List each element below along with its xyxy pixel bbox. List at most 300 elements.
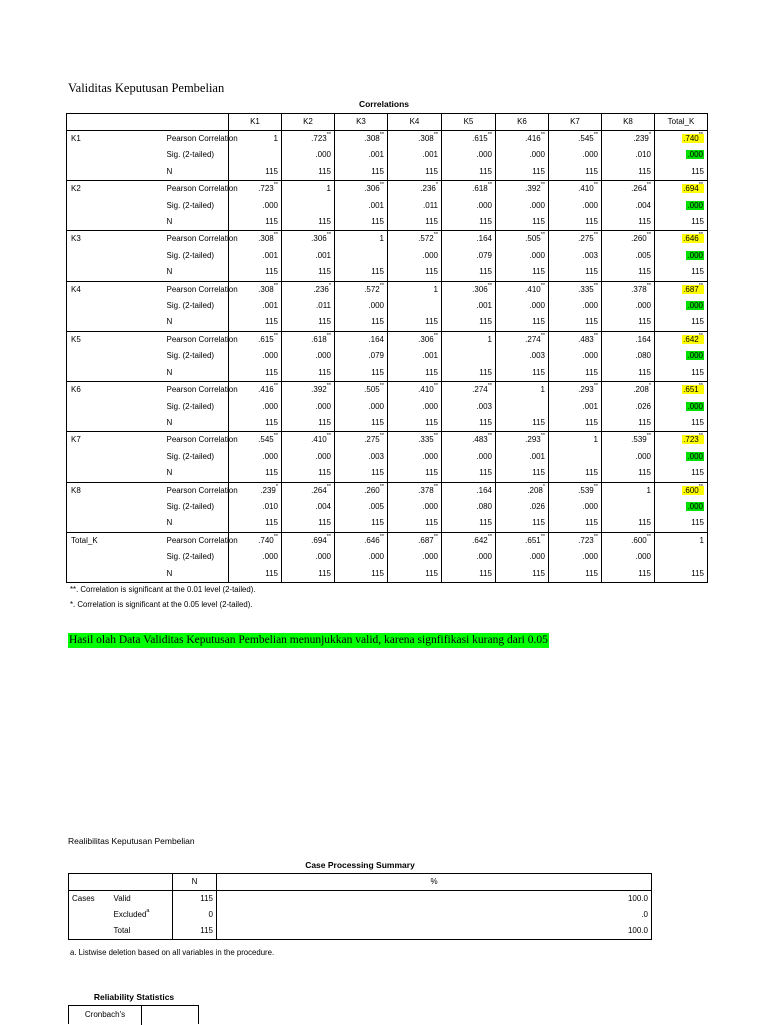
value: .208* xyxy=(633,383,651,395)
reliability-heading: Realibilitas Keputusan Pembelian xyxy=(68,836,195,846)
value: .000 xyxy=(368,401,384,411)
corner-cell xyxy=(69,874,173,891)
correlation-cell xyxy=(282,231,335,248)
variable-label: K4 xyxy=(67,281,115,298)
correlation-cell xyxy=(549,382,602,399)
statistic-label: N xyxy=(115,365,229,382)
correlation-cell xyxy=(602,314,655,331)
n-cell: 0 xyxy=(173,907,217,923)
value: .080 xyxy=(635,351,651,361)
value: .687** xyxy=(418,533,438,545)
statistic-label: Pearson Correlation xyxy=(115,281,229,298)
significance-marker: ** xyxy=(487,533,492,540)
value: 115 xyxy=(371,166,384,176)
value: 115 xyxy=(318,317,331,327)
footnote-005: *. Correlation is significant at the 0.05 level (2-tailed). xyxy=(70,600,253,609)
correlation-cell xyxy=(335,465,388,482)
value: .005 xyxy=(635,250,651,260)
table-row xyxy=(67,198,708,214)
value: .000 xyxy=(262,200,278,210)
correlation-cell xyxy=(442,399,496,415)
significance-marker: ** xyxy=(698,433,703,440)
value: .260** xyxy=(364,483,384,495)
significance-marker: * xyxy=(542,483,545,490)
value: .410** xyxy=(311,433,331,445)
correlation-cell xyxy=(282,298,335,314)
value: .000 xyxy=(687,501,703,511)
correlation-cell xyxy=(549,532,602,549)
significance-marker: ** xyxy=(593,282,598,289)
value: .572** xyxy=(364,282,384,294)
value: .410** xyxy=(525,282,545,294)
correlation-cell xyxy=(602,399,655,415)
value: 1 xyxy=(699,535,704,545)
value: .651** xyxy=(683,383,703,395)
correlation-cell xyxy=(229,248,282,264)
value: 115 xyxy=(265,417,278,427)
correlation-cell xyxy=(549,348,602,364)
correlation-cell xyxy=(229,348,282,364)
correlation-cell xyxy=(442,549,496,565)
correlation-cell xyxy=(282,566,335,583)
value: .275** xyxy=(364,433,384,445)
correlation-cell xyxy=(388,432,442,449)
value: .005 xyxy=(368,501,384,511)
value: .000 xyxy=(262,552,278,562)
value: 115 xyxy=(265,317,278,327)
variable-label: K1 xyxy=(67,131,115,148)
value: 115 xyxy=(638,518,651,528)
correlation-cell xyxy=(549,499,602,515)
value: .000 xyxy=(422,451,438,461)
column-header-percent: % xyxy=(217,874,652,891)
correlation-cell xyxy=(335,532,388,549)
correlation-cell xyxy=(335,214,388,231)
correlation-cell xyxy=(655,147,708,163)
value: .723** xyxy=(683,433,703,445)
correlation-cell xyxy=(442,298,496,314)
significance-marker: ** xyxy=(433,383,438,390)
value: 115 xyxy=(638,468,651,478)
significance-marker: ** xyxy=(593,232,598,239)
significance-marker: * xyxy=(275,483,278,490)
significance-marker: ** xyxy=(646,282,651,289)
correlations-header-row xyxy=(67,114,708,131)
correlation-cell xyxy=(549,566,602,583)
value: 115 xyxy=(265,166,278,176)
value: .618** xyxy=(472,182,492,194)
case-processing-header-row xyxy=(69,874,652,891)
correlation-cell xyxy=(655,549,708,565)
value: .308** xyxy=(258,282,278,294)
value: .001 xyxy=(582,401,598,411)
value: .293** xyxy=(525,433,545,445)
value: .208* xyxy=(527,483,545,495)
statistic-label: N xyxy=(115,314,229,331)
correlation-cell xyxy=(335,549,388,565)
value: .275** xyxy=(578,232,598,244)
significance-marker: ** xyxy=(273,232,278,239)
significance-marker: ** xyxy=(379,433,384,440)
value: .000 xyxy=(476,552,492,562)
value: 1 xyxy=(540,385,545,395)
value: .000 xyxy=(315,351,331,361)
correlation-cell xyxy=(388,198,442,214)
value: .308** xyxy=(418,132,438,143)
value: 115 xyxy=(691,468,704,478)
correlation-cell xyxy=(388,281,442,298)
table-row xyxy=(67,298,708,314)
significance-marker: ** xyxy=(540,232,545,239)
correlation-cell xyxy=(655,164,708,181)
table-row xyxy=(67,515,708,532)
statistic-label: Pearson Correlation xyxy=(115,131,229,148)
value: .264** xyxy=(311,483,331,495)
significance-marker: * xyxy=(648,132,651,138)
significance-marker: ** xyxy=(646,182,651,189)
value: .000 xyxy=(262,401,278,411)
value: .600** xyxy=(683,483,703,495)
correlation-cell xyxy=(602,248,655,264)
correlation-cell xyxy=(496,566,549,583)
value: .000 xyxy=(476,451,492,461)
correlation-cell xyxy=(442,365,496,382)
significance-marker: ** xyxy=(379,483,384,490)
correlation-cell xyxy=(655,499,708,515)
correlation-cell xyxy=(549,515,602,532)
correlation-cell xyxy=(388,264,442,281)
value: .694** xyxy=(683,182,703,194)
significance-marker: ** xyxy=(646,433,651,440)
statistic-label: Sig. (2-tailed) xyxy=(115,449,229,465)
correlation-cell xyxy=(335,264,388,281)
statistic-label: Sig. (2-tailed) xyxy=(115,399,229,415)
correlation-cell xyxy=(655,399,708,415)
value: .000 xyxy=(529,301,545,311)
value: .410** xyxy=(418,383,438,395)
value: .335** xyxy=(418,433,438,445)
correlations-title: Correlations xyxy=(358,99,410,109)
value: .000 xyxy=(687,250,703,260)
value: .000 xyxy=(582,150,598,160)
statistic-label: Pearson Correlation xyxy=(115,181,229,198)
correlation-cell xyxy=(549,365,602,382)
value: .000 xyxy=(582,351,598,361)
value: .000 xyxy=(582,501,598,511)
correlation-cell xyxy=(602,131,655,148)
value: 115 xyxy=(479,367,492,377)
value: .000 xyxy=(582,200,598,210)
footnote-001: **. Correlation is significant at the 0.01 level (2-tailed). xyxy=(70,585,256,594)
value: .723** xyxy=(578,533,598,545)
correlation-cell xyxy=(549,482,602,499)
table-row xyxy=(69,923,652,940)
correlation-cell xyxy=(602,532,655,549)
value: 115 xyxy=(318,166,331,176)
value: .026 xyxy=(635,401,651,411)
correlation-cell xyxy=(655,482,708,499)
significance-marker: ** xyxy=(646,533,651,540)
value: 115 xyxy=(532,317,545,327)
value: 115 xyxy=(479,267,492,277)
value: .000 xyxy=(476,200,492,210)
correlation-cell xyxy=(602,499,655,515)
value: .000 xyxy=(315,150,331,160)
value: .239* xyxy=(633,132,651,143)
value: 115 xyxy=(691,518,704,528)
table-row xyxy=(67,164,708,181)
significance-marker: ** xyxy=(540,533,545,540)
statistic-label: N xyxy=(115,415,229,432)
value: 115 xyxy=(425,568,438,578)
significance-marker: ** xyxy=(326,332,331,339)
value: .164 xyxy=(635,334,651,344)
value: .079 xyxy=(476,250,492,260)
value: 115 xyxy=(585,568,598,578)
value: .505** xyxy=(364,383,384,395)
value: .000 xyxy=(529,552,545,562)
correlation-cell xyxy=(388,231,442,248)
correlation-cell xyxy=(282,532,335,549)
correlation-cell xyxy=(602,281,655,298)
reliability-statistics-title: Reliability Statistics xyxy=(93,992,175,1002)
correlation-cell xyxy=(655,515,708,532)
correlation-cell xyxy=(442,181,496,198)
significance-marker: ** xyxy=(326,383,331,390)
value: 115 xyxy=(638,217,651,227)
correlation-cell xyxy=(549,331,602,348)
correlation-cell xyxy=(442,331,496,348)
correlation-cell xyxy=(549,198,602,214)
correlation-cell xyxy=(496,281,549,298)
value: 115 xyxy=(691,267,704,277)
significance-marker: ** xyxy=(698,332,703,339)
correlation-cell xyxy=(442,499,496,515)
table-row xyxy=(69,907,652,923)
correlation-cell xyxy=(282,248,335,264)
value: 115 xyxy=(585,267,598,277)
correlation-cell xyxy=(496,264,549,281)
variable-label: K3 xyxy=(67,231,115,248)
value: .001 xyxy=(262,301,278,311)
value: .378** xyxy=(631,282,651,294)
statistic-label: Pearson Correlation xyxy=(115,482,229,499)
correlation-cell xyxy=(388,248,442,264)
value: .000 xyxy=(687,401,703,411)
statistic-label: Pearson Correlation xyxy=(115,432,229,449)
correlation-cell xyxy=(442,264,496,281)
correlation-cell xyxy=(655,382,708,399)
correlation-cell xyxy=(496,298,549,314)
correlation-cell xyxy=(602,164,655,181)
correlation-cell xyxy=(549,264,602,281)
correlation-cell xyxy=(496,147,549,163)
correlation-cell xyxy=(335,482,388,499)
case-processing-table xyxy=(68,873,652,940)
correlation-cell xyxy=(496,499,549,515)
table-row xyxy=(67,348,708,364)
significance-marker: ** xyxy=(593,533,598,540)
correlation-cell xyxy=(388,214,442,231)
value: .306** xyxy=(311,232,331,244)
value: .378** xyxy=(418,483,438,495)
significance-marker: ** xyxy=(433,332,438,339)
correlation-cell xyxy=(282,482,335,499)
value: .001 xyxy=(529,451,545,461)
value: .000 xyxy=(315,451,331,461)
value: .001 xyxy=(315,250,331,260)
value: .236* xyxy=(420,182,438,194)
value: .306** xyxy=(418,332,438,344)
value: 115 xyxy=(638,367,651,377)
correlation-cell xyxy=(496,314,549,331)
correlation-cell xyxy=(442,198,496,214)
correlation-cell xyxy=(549,164,602,181)
significance-marker: ** xyxy=(487,383,492,390)
correlation-cell xyxy=(282,131,335,148)
significance-marker: ** xyxy=(379,383,384,390)
case-processing-title: Case Processing Summary xyxy=(305,860,415,870)
value: 115 xyxy=(691,568,704,578)
statistic-label: Sig. (2-tailed) xyxy=(115,198,229,214)
value: 115 xyxy=(425,166,438,176)
statistic-label: N xyxy=(115,264,229,281)
correlation-cell xyxy=(282,147,335,163)
value: 115 xyxy=(318,217,331,227)
correlation-cell xyxy=(335,365,388,382)
statistic-label: Pearson Correlation xyxy=(115,382,229,399)
significance-marker: ** xyxy=(433,232,438,239)
value: 115 xyxy=(425,267,438,277)
correlation-cell xyxy=(442,515,496,532)
correlation-cell xyxy=(229,314,282,331)
table-row xyxy=(67,331,708,348)
value: 115 xyxy=(532,417,545,427)
correlation-cell xyxy=(229,147,282,163)
significance-marker: ** xyxy=(433,533,438,540)
variable-label: Total_K xyxy=(67,532,115,549)
value: .000 xyxy=(687,150,703,160)
value: .003 xyxy=(368,451,384,461)
value: .164 xyxy=(368,334,384,344)
correlation-cell xyxy=(335,181,388,198)
correlation-cell xyxy=(229,566,282,583)
value: 115 xyxy=(479,217,492,227)
value: 115 xyxy=(532,568,545,578)
value: .011 xyxy=(316,301,331,311)
value: .001 xyxy=(476,301,492,311)
correlation-cell xyxy=(602,482,655,499)
correlation-cell xyxy=(388,515,442,532)
value: .003 xyxy=(476,401,492,411)
value: 115 xyxy=(479,518,492,528)
table-row xyxy=(67,482,708,499)
correlation-cell xyxy=(549,549,602,565)
correlation-cell xyxy=(602,331,655,348)
value: 115 xyxy=(532,367,545,377)
value: .723** xyxy=(258,182,278,194)
table-row xyxy=(67,499,708,515)
variable-label: K5 xyxy=(67,331,115,348)
value: .000 xyxy=(315,401,331,411)
column-header: K8 xyxy=(602,114,655,131)
value: 115 xyxy=(479,166,492,176)
value: 115 xyxy=(585,367,598,377)
variable-label: K2 xyxy=(67,181,115,198)
correlation-cell xyxy=(335,415,388,432)
value: 115 xyxy=(318,417,331,427)
correlation-cell xyxy=(655,231,708,248)
value: .000 xyxy=(422,501,438,511)
statistic-label: Sig. (2-tailed) xyxy=(115,298,229,314)
value: 115 xyxy=(585,518,598,528)
value: .003 xyxy=(529,351,545,361)
value: .335** xyxy=(578,282,598,294)
value: 1 xyxy=(273,134,278,143)
correlation-cell xyxy=(496,198,549,214)
page-heading: Validitas Keputusan Pembelian xyxy=(68,81,225,95)
value: .618** xyxy=(311,332,331,344)
value: .483** xyxy=(472,433,492,445)
value: 1 xyxy=(433,284,438,294)
significance-marker: ** xyxy=(646,232,651,239)
value: 115 xyxy=(479,417,492,427)
value: .004 xyxy=(635,200,651,210)
correlation-cell xyxy=(655,181,708,198)
correlation-cell xyxy=(388,499,442,515)
value: 115 xyxy=(318,367,331,377)
value: 115 xyxy=(371,568,384,578)
correlation-cell xyxy=(442,131,496,148)
value: 115 xyxy=(638,317,651,327)
significance-marker: ** xyxy=(540,132,545,138)
value: 115 xyxy=(318,518,331,528)
significance-marker: ** xyxy=(273,383,278,390)
value: .000 xyxy=(687,351,703,361)
correlation-cell xyxy=(602,382,655,399)
correlation-cell xyxy=(388,164,442,181)
significance-marker: ** xyxy=(273,433,278,440)
correlation-cell xyxy=(282,449,335,465)
value: 115 xyxy=(265,468,278,478)
correlation-cell xyxy=(229,415,282,432)
correlation-cell xyxy=(496,248,549,264)
correlation-cell xyxy=(655,449,708,465)
value: .308** xyxy=(364,132,384,143)
significance-marker: ** xyxy=(593,332,598,339)
value: .306** xyxy=(364,182,384,194)
percent-cell: .0 xyxy=(217,907,652,923)
value: .642** xyxy=(683,332,703,344)
correlation-cell xyxy=(549,399,602,415)
correlation-cell xyxy=(388,566,442,583)
correlation-cell xyxy=(282,465,335,482)
correlation-cell xyxy=(496,382,549,399)
correlation-cell xyxy=(549,314,602,331)
correlation-cell xyxy=(388,314,442,331)
value: .000 xyxy=(422,250,438,260)
statistic-label: N xyxy=(115,465,229,482)
value: .003 xyxy=(582,250,598,260)
correlation-cell xyxy=(335,449,388,465)
correlation-cell xyxy=(602,365,655,382)
value: .642** xyxy=(472,533,492,545)
significance-marker: ** xyxy=(326,483,331,490)
value: .000 xyxy=(262,351,278,361)
value: 115 xyxy=(318,468,331,478)
statistic-label: N xyxy=(115,566,229,583)
correlation-cell xyxy=(388,147,442,163)
